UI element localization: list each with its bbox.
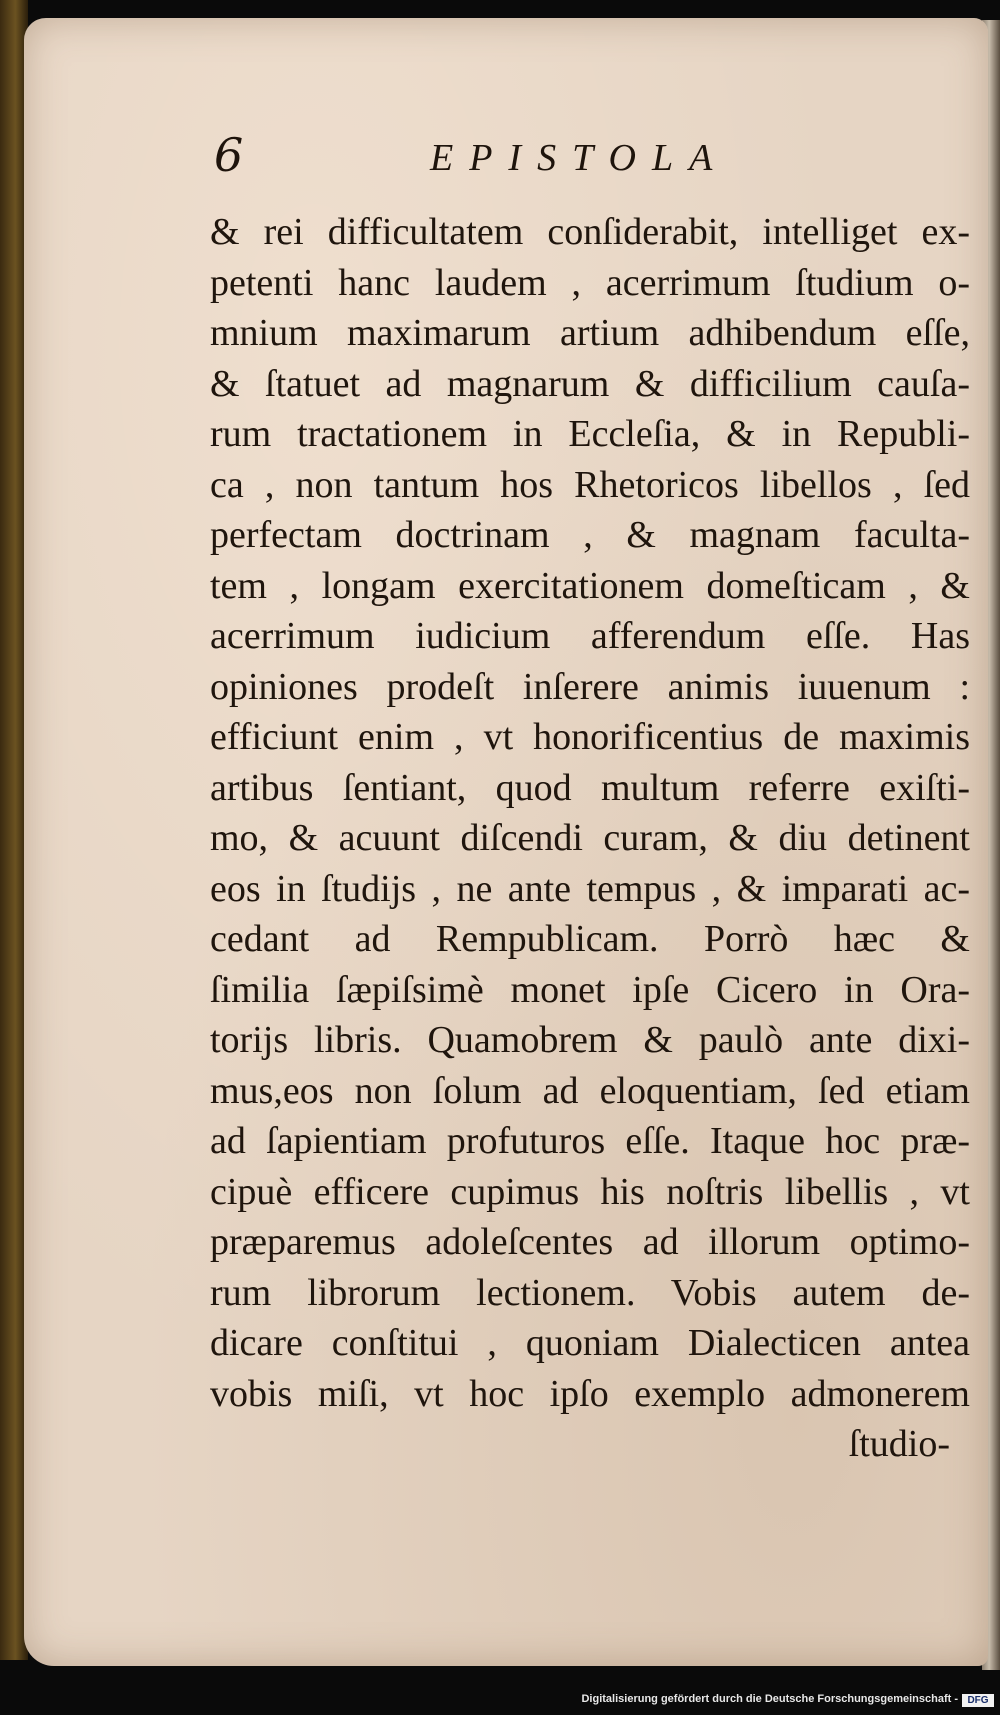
dfg-logo: DFG	[962, 1694, 994, 1707]
text-line: rum librorum lectionem. Vobis autem de-	[210, 1271, 970, 1314]
text-line: cipuè efficere cupimus his noſtris libellis , vt	[210, 1170, 970, 1213]
text-line: cedant ad Rempublicam. Porrò hæc &	[210, 918, 970, 960]
text-line: artibus ſentiant, quod multum referre exiſti-	[210, 766, 970, 809]
text-line: ca , non tantum hos Rhetoricos libellos , ſed	[210, 463, 970, 506]
text-line: mnium maximarum artium adhibendum eſſe,	[210, 312, 970, 354]
text-line: ſimilia ſæpiſsimè monet ipſe Cicero in Ora-	[210, 968, 970, 1011]
text-line: eos in ſtudijs , ne ante tempus , & imparati ac-	[210, 867, 970, 910]
text-line: petenti hanc laudem , acerrimum ſtudium o-	[210, 261, 970, 304]
text-line: & rei difficultatem conſiderabit, intelliget ex-	[210, 211, 970, 253]
text-line: dicare conſtitui , quoniam Dialecticen antea	[210, 1322, 970, 1364]
text-line: præparemus adoleſcentes ad illorum optimo-	[210, 1221, 970, 1263]
text-line: perfectam doctrinam , & magnam faculta-	[210, 514, 970, 556]
page-header	[200, 128, 760, 198]
text-line: vobis miſi, vt hoc ipſo exemplo admonerem	[210, 1372, 970, 1415]
text-line: & ſtatuet ad magnarum & difficilium cauſa-	[210, 362, 970, 405]
text-line: opiniones prodeſt inſerere animis iuuenum :	[210, 665, 970, 708]
text-line: rum tractationem in Eccleſia, & in Republi-	[210, 413, 970, 455]
text-line: mo, & acuunt diſcendi curam, & diu detinent	[210, 817, 970, 859]
catchword: ſtudio-	[848, 1423, 950, 1465]
text-line: torijs libris. Quamobrem & paulò ante dixi-	[210, 1019, 970, 1061]
funding-credit: Digitalisierung gefördert durch die Deutsche Forschungsgemeinschaft -	[581, 1693, 958, 1705]
body-text	[210, 207, 970, 1470]
digitization-footer	[0, 1690, 1000, 1715]
text-line: efficiunt enim , vt honorificentius de maximis	[210, 716, 970, 758]
text-line: mus,eos non ſolum ad eloquentiam, ſed etiam	[210, 1069, 970, 1112]
running-head: EPISTOLA	[430, 137, 729, 179]
text-line: tem , longam exercitationem domeſticam , &	[210, 564, 970, 607]
text-line: acerrimum iudicium afferendum eſſe. Has	[210, 615, 970, 657]
page-number: 6	[214, 128, 244, 182]
text-line: ad ſapientiam profuturos eſſe. Itaque hoc præ-	[210, 1120, 970, 1162]
